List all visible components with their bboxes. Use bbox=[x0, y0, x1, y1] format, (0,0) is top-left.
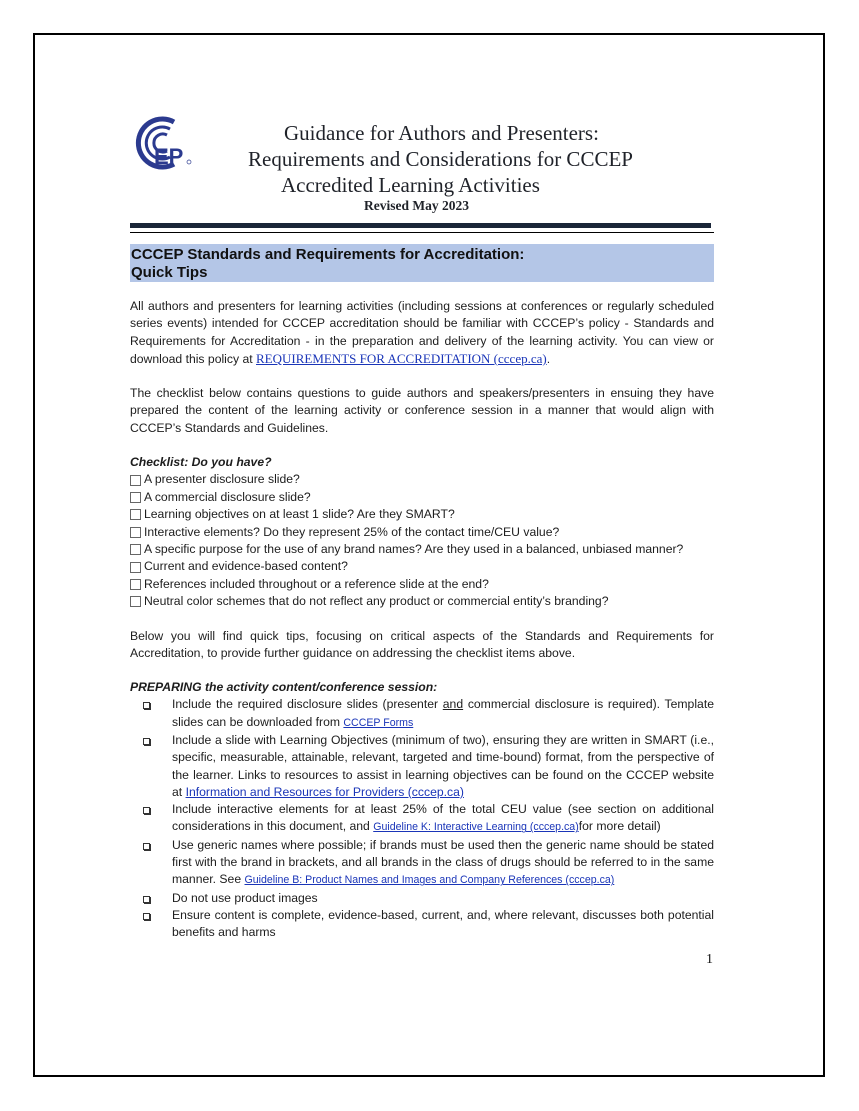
checklist-item-label: A commercial disclosure slide? bbox=[144, 489, 311, 504]
cccep-logo-icon bbox=[134, 114, 194, 170]
page-content bbox=[130, 110, 714, 940]
tip-text: Include interactive elements for at least 25% of the total CEU value (see section on additional considerations in this document, and bbox=[172, 802, 714, 834]
tips-intro-paragraph: Below you will find quick tips, focusing on critical aspects of the Standards and Requirements for Accreditation, to provide further guidance on addressing the checklist items above. bbox=[130, 628, 714, 660]
checklist-intro-paragraph: The checklist below contains questions to guide authors and speakers/presenters in ensuing they have prepared the content of the learning activity or conference session in a manner that would align with CCCEP’s Standards and Guidelines. bbox=[130, 386, 714, 435]
checklist bbox=[130, 471, 714, 610]
square-bullet-icon bbox=[143, 913, 150, 920]
tip-text: Include the required disclosure slides (presenter bbox=[172, 697, 443, 712]
checkbox-icon[interactable] bbox=[130, 492, 141, 503]
checklist-item bbox=[130, 524, 714, 541]
tip-text: Ensure content is complete, evidence-based, current, and, where relevant, discusses both potential benefits and harms bbox=[172, 907, 714, 940]
checklist-item bbox=[130, 576, 714, 593]
checklist-item bbox=[130, 541, 714, 558]
guideline-k-link[interactable]: Guideline K: Interactive Learning (cccep.ca) bbox=[373, 821, 579, 834]
checkbox-icon[interactable] bbox=[130, 562, 141, 573]
document-body bbox=[130, 298, 714, 942]
tip-item bbox=[130, 696, 714, 732]
tip-text: Include a slide with Learning Objectives (minimum of two), ensuring they are written in SMART (i.e., specific, measurable, attainable, relevant, targeted and time-bound) format, from the perspective of the learner. Links to resources to assist in learning objectives can be found on the CCCEP website at bbox=[172, 732, 714, 799]
checkbox-icon[interactable] bbox=[130, 527, 141, 538]
square-bullet-icon bbox=[143, 896, 150, 903]
checkbox-icon[interactable] bbox=[130, 475, 141, 486]
square-bullet-icon bbox=[143, 702, 150, 709]
checklist-item-label: Learning objectives on at least 1 slide? Are they SMART? bbox=[144, 507, 455, 522]
tip-item bbox=[130, 837, 714, 890]
section-heading bbox=[130, 244, 714, 282]
checkbox-icon[interactable] bbox=[130, 509, 141, 520]
checklist-item-label: Current and evidence-based content? bbox=[144, 559, 348, 574]
intro-paragraph bbox=[130, 298, 714, 368]
checklist-item-label: Neutral color schemes that do not reflect any product or commercial entity’s branding? bbox=[144, 594, 609, 609]
checkbox-icon[interactable] bbox=[130, 579, 141, 590]
checklist-item bbox=[130, 489, 714, 506]
section-heading-line-2: Quick Tips bbox=[131, 264, 208, 281]
document-header bbox=[130, 110, 714, 218]
tip-text: for more detail) bbox=[578, 819, 661, 834]
requirements-for-accreditation-link[interactable]: REQUIREMENTS FOR ACCREDITATION (cccep.ca) bbox=[256, 350, 547, 366]
cccep-forms-link[interactable]: CCCEP Forms bbox=[343, 716, 414, 729]
title-line-2: Requirements and Considerations for CCCEP bbox=[248, 147, 633, 171]
intro-text: All authors and presenters for learning activities (including sessions at conferences or regularly scheduled series events) intended for CCCEP accreditation should be familiar with CCCEP’s policy - Standards and Requirements for Accreditation - in the preparation and delivery of the learning activity. You can view or download this policy at bbox=[130, 299, 714, 366]
tip-item bbox=[130, 732, 714, 801]
checklist-item bbox=[130, 506, 714, 523]
tip-item bbox=[130, 890, 714, 907]
intro-text-end: . bbox=[546, 351, 551, 366]
tips-list bbox=[130, 696, 714, 941]
title-line-1: Guidance for Authors and Presenters: bbox=[284, 121, 599, 145]
preparing-heading: PREPARING the activity content/conference session: bbox=[130, 680, 438, 695]
checklist-item-label: A presenter disclosure slide? bbox=[144, 472, 300, 487]
information-resources-link[interactable]: Information and Resources for Providers (cccep.ca) bbox=[185, 784, 464, 799]
svg-text:EP: EP bbox=[154, 144, 184, 169]
square-bullet-icon bbox=[143, 738, 150, 745]
checklist-item bbox=[130, 558, 714, 575]
tip-emphasis: and bbox=[442, 697, 464, 712]
tip-item bbox=[130, 801, 714, 837]
tip-text: Do not use product images bbox=[172, 890, 318, 905]
square-bullet-icon bbox=[143, 843, 150, 850]
checklist-heading: Checklist: Do you have? bbox=[130, 455, 272, 470]
guideline-b-link[interactable]: Guideline B: Product Names and Images and Company References (cccep.ca) bbox=[244, 874, 615, 887]
page-number: 1 bbox=[706, 952, 713, 967]
checkbox-icon[interactable] bbox=[130, 596, 141, 607]
title-line-3: Accredited Learning Activities bbox=[281, 173, 540, 197]
tip-text: commercial disclosure is required). Template slides can be downloaded from bbox=[172, 697, 714, 729]
checkbox-icon[interactable] bbox=[130, 544, 141, 555]
tip-item bbox=[130, 907, 714, 942]
revised-date: Revised May 2023 bbox=[364, 198, 469, 213]
checklist-item-label: References included throughout or a reference slide at the end? bbox=[144, 576, 489, 591]
header-rule-thin bbox=[130, 232, 714, 233]
checklist-item bbox=[130, 593, 714, 610]
tip-text: Use generic names where possible; if brands must be used then the generic name should be stated first with the brand in brackets, and all brands in the class of drugs should be referred to in the same manner. See bbox=[172, 837, 714, 887]
checklist-item-label: Interactive elements? Do they represent 25% of the contact time/CEU value? bbox=[144, 524, 560, 539]
header-rule-thick bbox=[130, 223, 711, 228]
square-bullet-icon bbox=[143, 807, 150, 814]
section-heading-line-1: CCCEP Standards and Requirements for Accreditation: bbox=[131, 246, 525, 263]
checklist-item-label: A specific purpose for the use of any brand names? Are they used in a balanced, unbiased manner? bbox=[144, 541, 684, 556]
checklist-item bbox=[130, 471, 714, 488]
